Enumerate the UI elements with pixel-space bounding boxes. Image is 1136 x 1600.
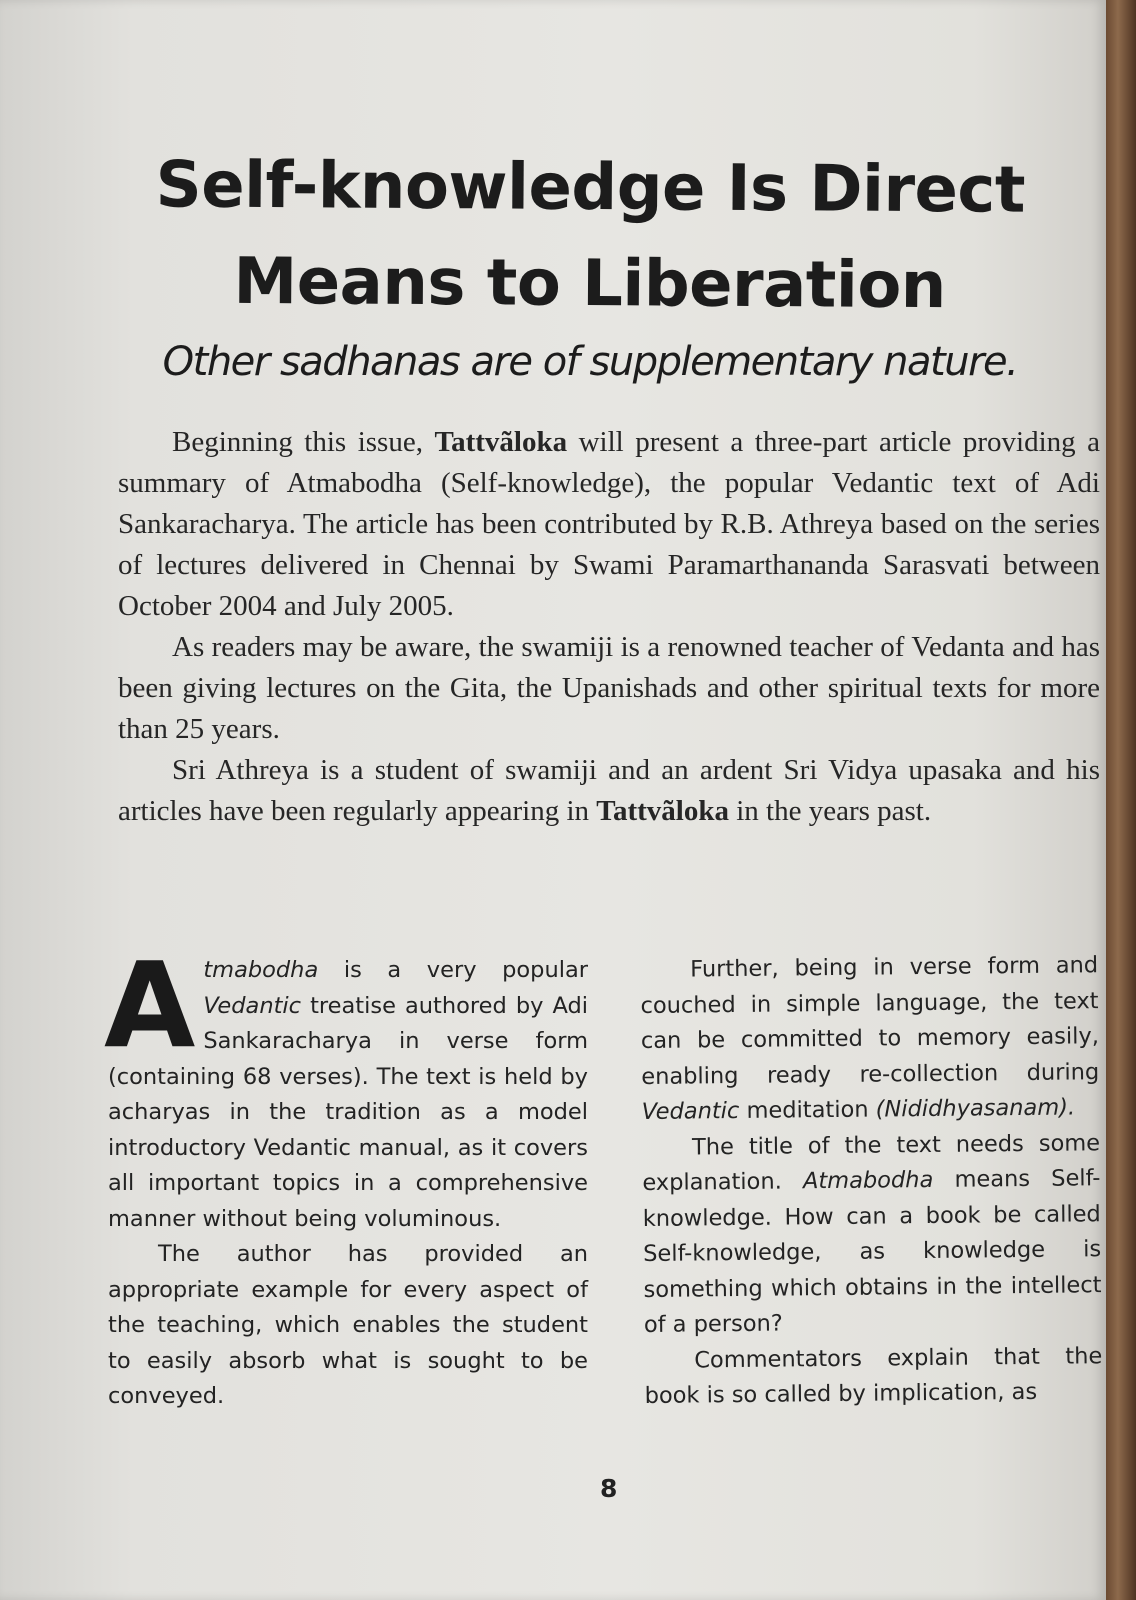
magazine-name: Tattvãloka — [596, 795, 729, 827]
italic-term: Vedantic — [203, 992, 302, 1019]
body-paragraph — [104, 936, 589, 1237]
intro-text: Beginning this issue, — [172, 426, 423, 458]
page-number: 8 — [600, 1474, 618, 1503]
title-line-1: Self-knowledge Is Direct — [155, 148, 1026, 228]
article-subtitle: Other sadhanas are of supplementary nature. — [162, 339, 1018, 385]
magazine-name: Tattvãloka — [434, 426, 568, 458]
article-title — [79, 137, 1100, 335]
intro-text: will present a three-part article providing a summary of Atmabodha (Self-knowledge), the popular Vedantic text of Adi Sankaracharya. The article has been contributed by R.B. Athreya based on the series of lectures delivered in Chennai by Swami Paramarthananda Sarasvati between October 2004 and July 2005. — [118, 426, 1101, 622]
right-column — [640, 948, 1103, 1414]
italic-term: tmabodha — [203, 957, 319, 983]
italic-term: (Nididhyasanam). — [875, 1094, 1076, 1123]
intro-text: Sri Athreya is a student of swamiji and an ardent Sri Vidya upasaka and his articles have been regularly appearing in — [118, 754, 1100, 827]
italic-term: Vedantic — [641, 1097, 740, 1125]
body-text: The title of the text needs some explanation. — [642, 1129, 1101, 1196]
intro-paragraph — [118, 750, 1100, 832]
intro-paragraph: As readers may be aware, the swamiji is a renowned teacher of Vedanta and has been giving lectures on the Gita, the Upanishads and other spiritual texts for more than 25 years. — [118, 631, 1100, 745]
editorial-intro — [118, 422, 1100, 832]
intro-text: in the years past. — [736, 795, 932, 827]
body-paragraph: Commentators explain that the book is so called by implication, as — [644, 1342, 1103, 1409]
body-text: treatise authored by Adi Sankaracharya in verse form (containing 68 verses). The text is held by acharyas in the tradition as a model introductory Vedantic manual, as it covers all important topics in a comprehensive manner without being voluminous. — [108, 992, 588, 1232]
body-text: Further, being in verse form and couched in simple language, the text can be committed to memory easily, enabling ready re-collection during — [640, 952, 1100, 1090]
drop-cap: A — [104, 936, 196, 1074]
book-edge — [1106, 0, 1136, 1600]
intro-paragraph — [118, 422, 1100, 627]
body-paragraph: The author has provided an appropriate example for every aspect of the teaching, which enables the student to easily absorb what is sought to be conveyed. — [108, 1241, 588, 1409]
title-line-2: Means to Liberation — [233, 244, 947, 324]
italic-term: Atmabodha — [802, 1166, 934, 1195]
body-text: means Self-knowledge. How can a book be called Self-knowledge, as knowledge is something which obtains in the intellect of a person? — [642, 1165, 1102, 1338]
body-paragraph — [640, 948, 1100, 1130]
body-text: is a very popular — [343, 957, 589, 983]
body-text: meditation — [746, 1096, 869, 1124]
left-column — [104, 936, 589, 1415]
body-paragraph — [642, 1126, 1102, 1344]
